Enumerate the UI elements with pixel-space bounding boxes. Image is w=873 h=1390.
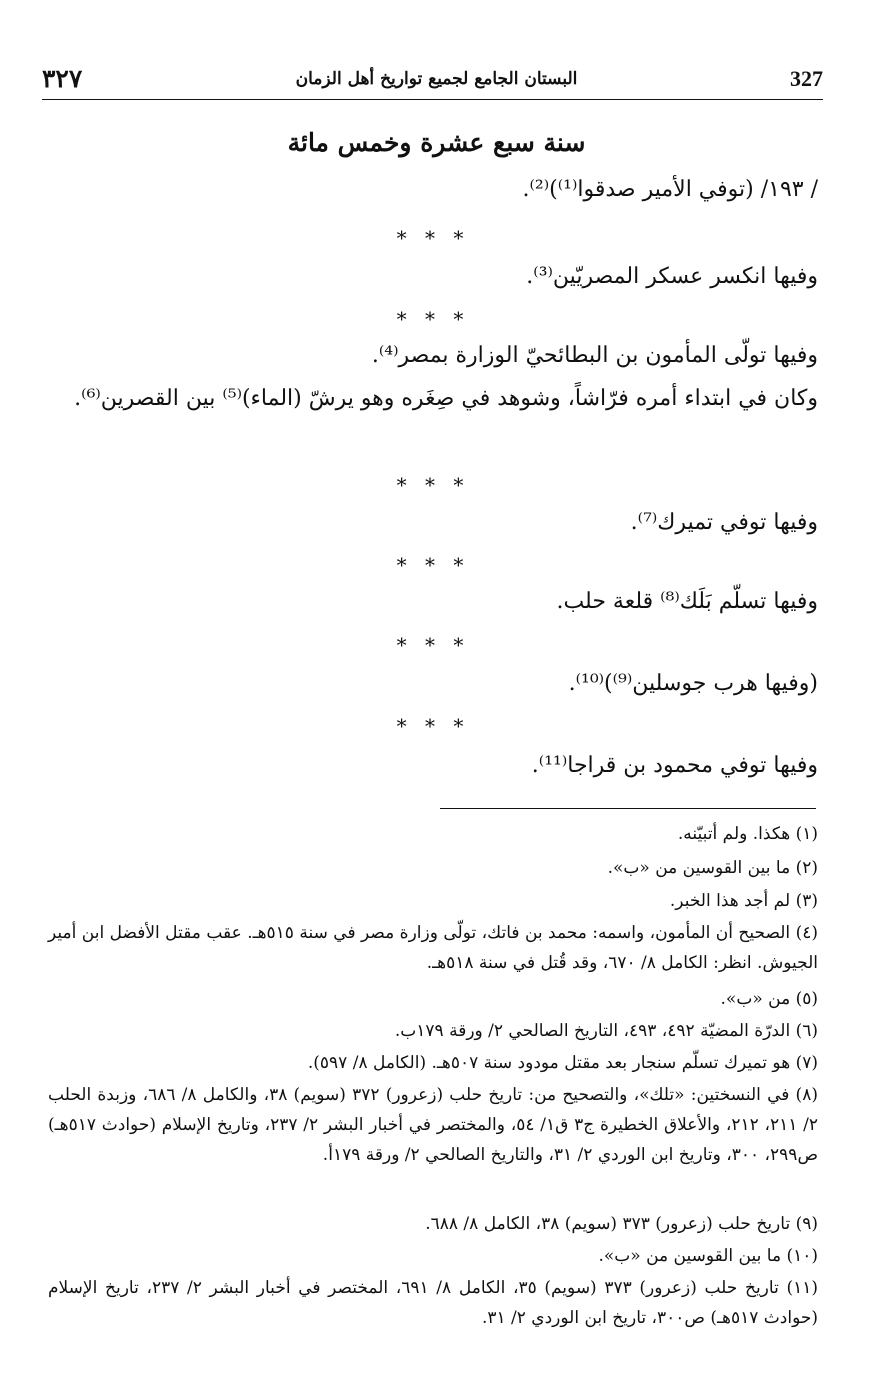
footnote: (١٠) ما بين القوسين من «ب».	[598, 1246, 818, 1266]
page-number: 327	[790, 66, 823, 91]
entry-line: / ١٩٣/ (توفي الأمير صدقوا⁽¹⁾)⁽²⁾.	[522, 177, 818, 202]
separator-stars: * * *	[396, 473, 470, 497]
entry-line: وفيها توفي محمود بن قراجا⁽¹¹⁾.	[531, 753, 818, 778]
entry-line: وفيها انكسر عسكر المصريّين⁽³⁾.	[526, 264, 818, 289]
running-title: البستان الجامع لجميع تواريخ أهل الزمان	[295, 69, 578, 89]
section-title: سنة سبع عشرة وخمس مائة	[287, 128, 586, 157]
entry-line: وفيها تسلّم بَلَك⁽⁸⁾ قلعة حلب.	[556, 589, 818, 614]
footnote: (٩) تاريخ حلب (زعرور) ٣٧٣ (سويم) ٣٨، الكامل ٨/ ٦٨٨.	[425, 1214, 818, 1234]
page-number-arabic: ٣٢٧	[42, 64, 83, 93]
footnote: (٥) من «ب».	[720, 989, 818, 1009]
footnote-separator	[440, 808, 816, 809]
entry-line: وفيها تولّى المأمون بن البطائحيّ الوزارة بمصر⁽⁴⁾.	[371, 343, 818, 368]
footnote: (٢) ما بين القوسين من «ب».	[607, 858, 818, 878]
entry-line: (وفيها هرب جوسلين⁽⁹⁾)⁽¹⁰⁾.	[568, 671, 818, 696]
entry-paragraph: وكان في ابتداء أمره فرّاشاً، وشوهد في صِغَره وهو يرشّ (الماء)⁽⁵⁾ بين القصرين⁽⁶⁾.	[74, 386, 818, 411]
separator-stars: * * *	[396, 307, 470, 331]
separator-stars: * * *	[396, 553, 470, 577]
separator-stars: * * *	[396, 226, 470, 250]
header-rule	[42, 99, 823, 100]
footnote: (٨) في النسختين: «تلك»، والتصحيح من: تاريخ حلب (زعرور) ٣٧٢ (سويم) ٣٨، والكامل ٨/ ٦٨٦، وزبدة الحلب ٢/ ٢١١، ٢١٢، والأعلاق الخطيرة ج٣ ق١/ ٥٤، والمختصر في أخبار البشر ٢/ ٢٣٧، وتاريخ الإسلام (حوادث ٥١٧هـ) ص٢٩٩، ٣٠٠، وتاريخ ابن الوردي ٢/ ٣١، والتاريخ الصالحي ٢/ ورقة ١٧٩أ.	[48, 1085, 819, 1165]
footnote: (٦) الدرّة المضيّة ٤٩٢، ٤٩٣، التاريخ الصالحي ٢/ ورقة ١٧٩ب.	[394, 1021, 818, 1041]
footnote: (١١) تاريخ حلب (زعرور) ٣٧٣ (سويم) ٣٥، الكامل ٨/ ٦٩١، المختصر في أخبار البشر ٢/ ٢٣٧، تاريخ الإسلام (حوادث ٥١٧هـ) ص٣٠٠، تاريخ ابن الوردي ٢/ ٣١.	[48, 1278, 818, 1328]
entry-line: وفيها توفي تميرك⁽⁷⁾.	[630, 510, 818, 535]
footnote: (١) هكذا. ولم أتبيّنه.	[677, 824, 818, 844]
footnote: (٧) هو تميرك تسلّم سنجار بعد مقتل مودود سنة ٥٠٧هـ. (الكامل ٨/ ٥٩٧).	[307, 1053, 818, 1073]
separator-stars: * * *	[396, 714, 470, 738]
separator-stars: * * *	[396, 633, 470, 657]
footnote: (٣) لم أجد هذا الخبر.	[669, 891, 818, 911]
footnote: (٤) الصحيح أن المأمون، واسمه: محمد بن فاتك، تولّى وزارة مصر في سنة ٥١٥هـ. عقب مقتل الأفضل ابن أمير الجيوش. انظر: الكامل ٨/ ٦٧٠، وقد قُتل في سنة ٥١٨هـ.	[48, 923, 818, 973]
